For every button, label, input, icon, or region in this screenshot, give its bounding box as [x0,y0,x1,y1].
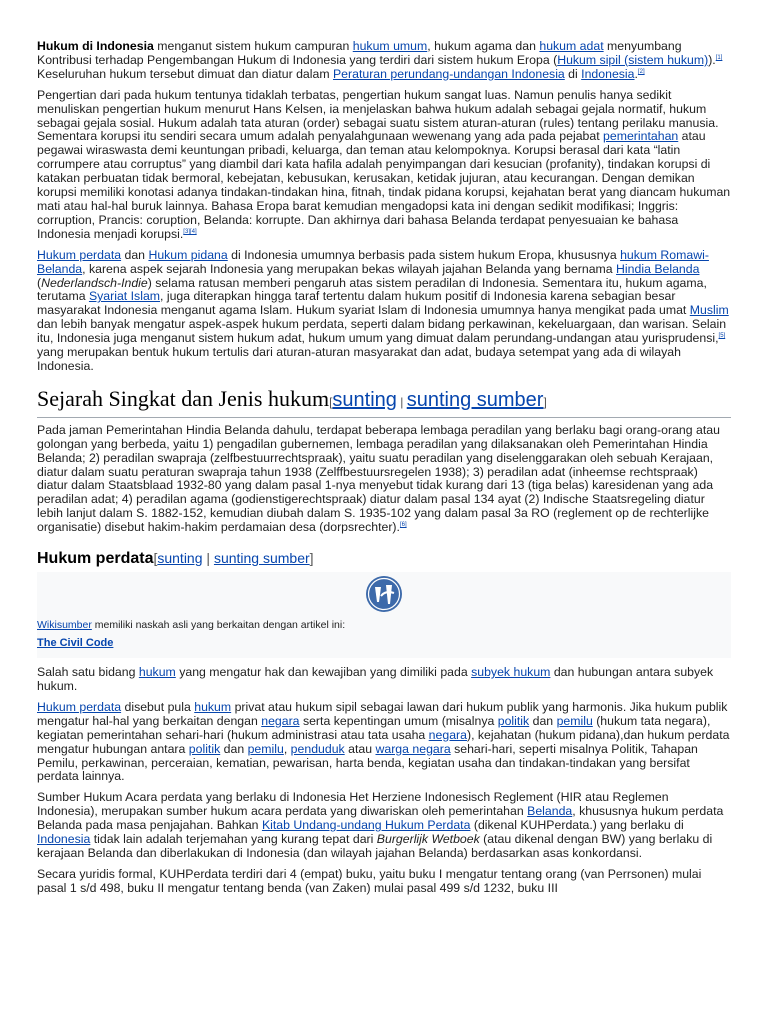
wikisource-text [37,618,731,632]
link-hindia-belanda[interactable]: Hindia Belanda [616,261,700,276]
intro-paragraph [37,40,731,82]
heading-title: Sejarah Singkat dan Jenis hukum [37,385,330,411]
article-content [37,40,731,903]
wikisource-link-line [37,636,731,650]
text: sehari-hari, seperti misalnya Politik, Tahapan Pemilu, perkawinan, perceraian, kematian, pewarisan, harta benda, kegiatan usaha dan tindakan-tindakan yang bersifat perdata lainnya. [37,741,698,784]
paragraph-bidang [37,666,731,694]
edit-link[interactable]: sunting [332,388,397,411]
link-hukum-adat[interactable]: hukum adat [539,39,604,53]
link-wikisumber[interactable]: Wikisumber [37,619,92,632]
link-pemilu[interactable]: pemilu [247,741,284,756]
link-civil-code[interactable]: The Civil Code [37,637,114,650]
text: memiliki naskah asli yang berkaitan dengan artikel ini: [91,619,346,632]
edit-source-link[interactable]: sunting sumber [406,388,544,411]
text: privat atau hukum sipil sebagai lawan dari hukum publik yang harmonis. Jika hukum publik mengatur hal-hal yang berkaitan dengan [37,699,728,728]
text: yang mengatur hak dan kewajiban yang dimiliki pada [175,665,472,680]
text: dan [121,247,149,262]
wikisource-box [37,572,731,658]
text: Pada jaman Pemerintahan Hindia Belanda dahulu, terdapat beberapa lembaga peradilan yang berlaku bagi orang-orang atau golongan yang berbeda, yaitu 1) pengadilan gubernemen, lembaga peradilan yang dilaksanakan oleh Pemerintahan Hindia Belanda; 2) peradilan swapraja (zelfbestuurrechtspraak), yaitu suatu peradilan yang diselenggarakan oleh sebuah Kerajaan, diatur dalam suatu peraturan swapraja tahun 1938 (Zelffbestuursregelen 1938); 3) peradilan adat (inheemse rechtspraak) diatur dalam Staatsblaad 1932-80 yang dalam pasal 1-nya menyebut tidak kurang dari 13 (tiga belas) karesidenan yang ada peradilan adat; 4) peradilan agama (godienstigerechtspraak) diatur dalam pasal 134 ayat (2) Indische Staatsregeling diatur lebih lanjut dalam S. 1882-152, kemudian diubah dalam S. 1935-102 yang dalam pasal 3a RO (reglement op de rechterlijke organisatie) disebut hakim-hakim perdamaian desa (dorpsrechter). [37,422,720,535]
link-penduduk[interactable]: penduduk [290,741,345,756]
text: . [634,66,638,81]
text: di [564,66,582,81]
text: menyumbang Kontribusi terhadap Pengembangan Hukum di Indonesia yang terdiri dari sistem hukum Eropa ( [37,39,682,67]
heading-sejarah [37,386,731,418]
text: dan [220,741,248,756]
edit-section-links [153,550,313,566]
link-subyek-hukum[interactable]: subyek hukum [471,665,551,680]
wikisource-logo-icon[interactable] [364,574,404,614]
link-hukum-romawi[interactable]: hukum Romawi-Belanda [37,247,709,276]
text: ) selama ratusan memberi pengaruh atas sistem peradilan di Indonesia. Sementara itu, hukum agama, terutama [37,275,707,304]
link-indonesia[interactable]: Indonesia [37,832,91,847]
link-syariat-islam[interactable]: Syariat Islam [88,289,161,304]
reference-1[interactable]: [1] [715,54,723,61]
separator: | [202,550,214,567]
text: di Indonesia umumnya berbasis pada sistem hukum Eropa, khususnya [227,247,621,262]
text: , karena aspek sejarah Indonesia yang merupakan bekas wilayah jajahan Belanda yang bernama [82,261,617,276]
text: Pengertian dari pada hukum tentunya tidaklah terbatas, pengertian hukum sangat luas. Namun penulis hanya sedikit menuliskan pengertian hukum menurut Hans Kelsen, ia menjelaskan bahwa hukum adalah sebagai gejala normatif, hukum sebagai gejala sosial. Hukum adalah tata aturan (order) sebagai suatu sistem aturan-aturan (rules) tentang perilaku manusia. Sementara korupsi itu sendiri secara umum adalah penyalahgunaan wewenang yang ada pada pejabat [37,87,719,144]
bracket: ] [543,394,547,409]
paragraph-privat [37,701,731,784]
text: serta kepentingan umum (misalnya [299,713,498,728]
bracket: [ [153,550,158,567]
reference-6[interactable]: [6] [399,522,407,529]
bracket: ] [309,550,314,567]
text: Sumber Hukum Acara perdata yang berlaku di Indonesia Het Herziene Indonesisch Reglement (HIR atau Reglemen Indonesia), merupakan sumber hukum acara perdata yang diwariskan oleh pemerintahan [37,790,669,819]
paragraph-sumber [37,791,731,861]
link-hukum-sipil[interactable]: Hukum sipil (sistem hukum) [557,52,709,67]
link-negara[interactable]: negara [428,727,467,742]
text: , [283,741,291,756]
text: yang merupakan bentuk hukum tertulis dari aturan-aturan masyarakat dan adat, budaya setempat yang ada di wilayah Indonesia. [37,345,681,373]
text: atau [344,741,376,756]
link-kitab-uu-hukum-perdata[interactable]: Kitab Undang-undang Hukum Perdata [261,818,471,833]
text: ). [708,52,716,67]
text: dan hubungan antara subyek hukum. [37,665,714,693]
text: Keseluruhan hukum tersebut dimuat dan diatur dalam [37,66,333,81]
wikisource-logo-wrap [37,574,731,616]
text: (hukum tata negara), kegiatan pemerintahan sehari-hari (hukum administrasi atau tata usaha [37,713,711,742]
text: ( [37,275,42,290]
italic-term: Burgerlijk Wetboek [376,832,480,847]
edit-source-link[interactable]: sunting sumber [213,550,310,567]
paragraph-pengertian [37,89,731,242]
text: , juga diterapkan hingga taraf tertentu dalam hukum positif di Indonesia karena sebagian besar masyarakat Indonesia menganut agama Islam. Hukum syariat Islam di Indonesia umumnya hanya mengikat pada umat [37,289,690,318]
paragraph-peradilan [37,424,731,535]
link-peraturan[interactable]: Peraturan perundang-undangan Indonesia [332,66,565,81]
link-warga-negara[interactable]: warga negara [375,741,451,756]
link-hukum-perdata[interactable]: Hukum perdata [37,247,122,262]
edit-link[interactable]: sunting [157,550,203,567]
text: ), kejahatan (hukum pidana),dan hukum perdata mengatur hubungan antara [37,727,730,756]
link-hukum[interactable]: hukum [194,699,232,714]
text: atau pegawai wiraswasta demi keuntungan pribadi, keluarga, dan teman atau kelompoknya. Korupsi berasal dari kata “latin corrumpere atau corruptus” yang diambil dari kata hafila adalah penyimpangan dari kesucian (profanity), tindakan korupsi di katakan perbuatan tidak bermoral, kebejatan, kebusukan, kerusakan, ketidak jujuran, atau kecurangan. Dengan demikan korupsi memiliki konotasi adanya tindakan-tindakan hina, fitnah, tindak pidana korupsi, kejahatan berat yang diancam hukuman mati atau hal-hal buruk lainnya. Bahasa Eropa barat kemudian mengadopsi kata ini dengan sedikit modifikasi; Inggris: corruption, Prancis: coruption, Belanda: korrupte. Dan akhirnya dari bahasa Belanda terdapat penyesuaian ke bahasa Indonesia menjadi korupsi. [37,129,731,241]
reference-5[interactable]: [5] [718,333,726,340]
link-hukum-pidana[interactable]: Hukum pidana [148,247,228,262]
separator: | [396,394,407,409]
link-hukum-perdata[interactable]: Hukum perdata [37,699,122,714]
text: disebut pula [121,699,195,714]
reference-2[interactable]: [2] [637,68,645,75]
link-politik[interactable]: politik [188,741,221,756]
text: Salah satu bidang [37,665,139,680]
article-subject: Hukum di Indonesia [37,39,154,53]
text: Secara yuridis formal, KUHPerdata terdiri dari 4 (empat) buku, yaitu buku I mengatur tentang orang (van Perrsonen) mulai pasal 1 s/d 498, buku II mengatur tentang benda (van Zaken) mulai pasal 499 s/d 1232, buku III [37,866,702,895]
link-hukum[interactable]: hukum [138,665,176,680]
link-hukum-umum[interactable]: hukum umum [352,39,428,53]
link-pemerintahan[interactable]: pemerintahan [603,129,679,144]
text: tidak lain adalah terjemahan yang kurang tepat dari [90,832,377,847]
link-indonesia[interactable]: Indonesia [581,66,635,81]
link-muslim[interactable]: Muslim [689,303,729,318]
link-negara[interactable]: negara [261,713,300,728]
text: (atau dikenal dengan BW) yang berlaku di kerajaan Belanda dan diberlakukan di Indonesia (dan wilayah jajahan Belanda) berdasarkan asas konkordansi. [37,832,713,860]
link-politik[interactable]: politik [497,713,530,728]
text: dan [529,713,557,728]
heading-title: Hukum perdata [37,550,154,568]
link-belanda[interactable]: Belanda [527,804,573,819]
text: , hukum agama dan [427,39,540,53]
edit-section-links [329,386,547,411]
italic-term: Nederlandsch-Indie [41,275,148,290]
paragraph-yuridis [37,868,731,896]
text: (dikenal KUHPerdata.) yang berlaku di [470,818,684,833]
link-pemilu[interactable]: pemilu [556,713,593,728]
heading-hukum-perdata [37,547,731,570]
bracket: [ [329,394,333,409]
reference-3-4[interactable]: [3][4] [183,228,197,235]
text: menganut sistem hukum campuran [153,39,353,53]
text: , khususnya hukum perdata Belanda pada masa penjajahan. Bahkan [37,804,724,833]
text: dan lebih banyak mengatur aspek-aspek hukum perdata, seperti dalam bidang perkawinan, kekeluargaan, dan warisan. Selain itu, Indonesia juga menganut sistem hukum adat, hukum umum yang dimuat dalam perundang-undangan atau yurisprudensi, [37,317,727,346]
paragraph-sistem [37,249,731,374]
